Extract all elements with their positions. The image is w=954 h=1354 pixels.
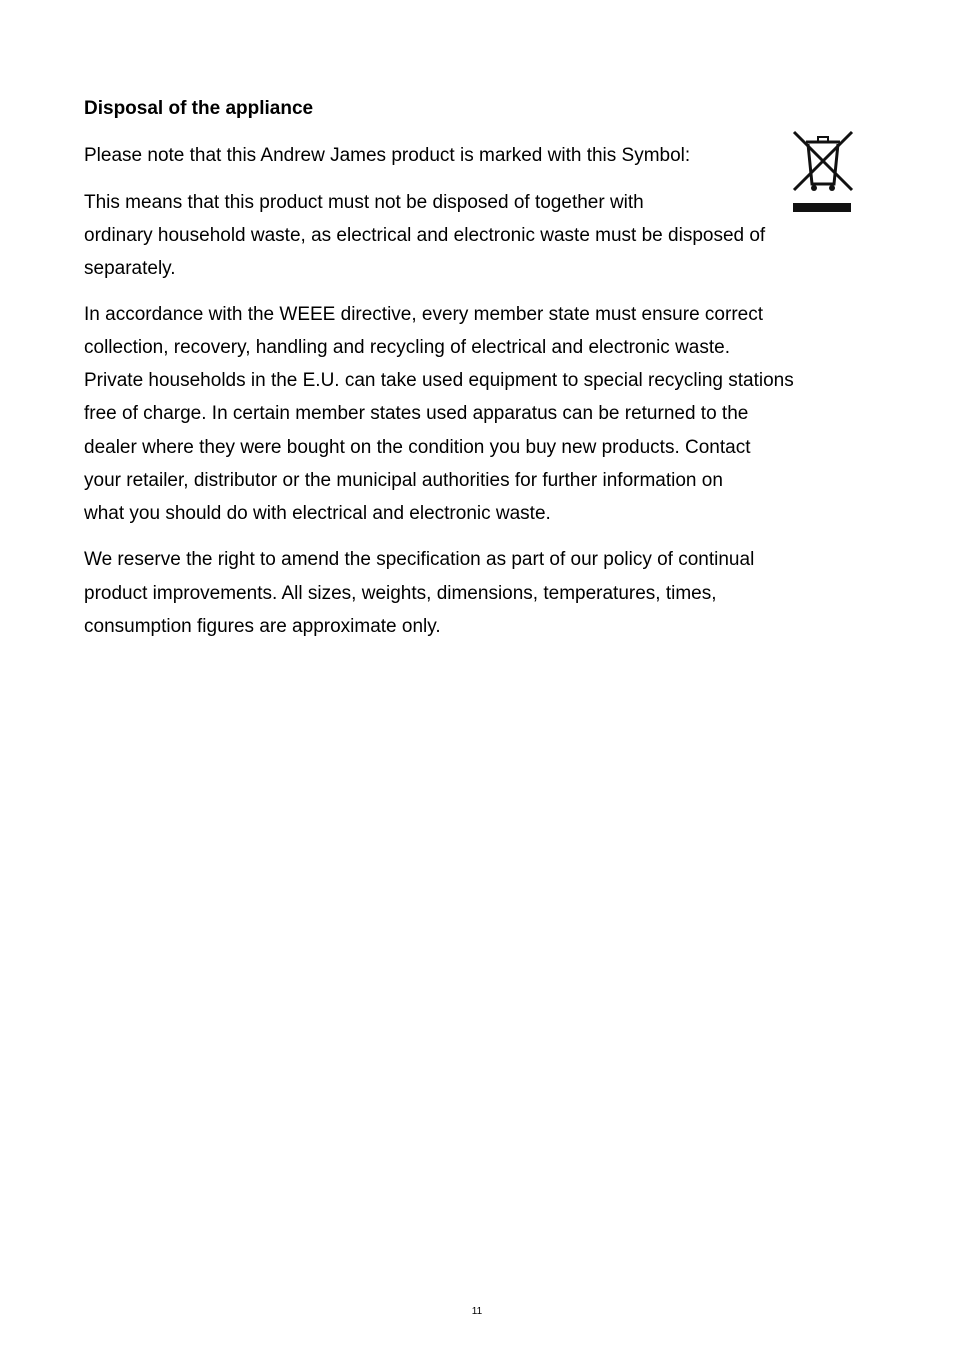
paragraph-4-line-1: We reserve the right to amend the specification as part of our policy of continual: [84, 549, 755, 570]
paragraph-3-line-3: Private households in the E.U. can take used equipment to special recycling stations: [84, 370, 794, 391]
paragraph-3-line-7: what you should do with electrical and electronic waste.: [84, 503, 551, 524]
paragraph-3-line-1: In accordance with the WEEE directive, every member state must ensure correct: [84, 304, 763, 325]
paragraph-2-line-2: ordinary household waste, as electrical and electronic waste must be disposed of: [84, 225, 766, 246]
page-number: 11: [471, 1306, 483, 1317]
paragraph-3-line-2: collection, recovery, handling and recycling of electrical and electronic waste.: [84, 337, 730, 358]
paragraph-2-line-1: This means that this product must not be disposed of together with: [84, 192, 644, 213]
paragraph-3-line-6: your retailer, distributor or the municipal authorities for further information on: [84, 470, 723, 491]
section-heading: Disposal of the appliance: [84, 98, 314, 119]
paragraph-4-line-3: consumption figures are approximate only.: [84, 616, 441, 637]
paragraph-4-line-2: product improvements. All sizes, weights, dimensions, temperatures, times,: [84, 583, 717, 604]
paragraph-3-line-4: free of charge. In certain member states used apparatus can be returned to the: [84, 403, 749, 424]
paragraph-3-line-5: dealer where they were bought on the condition you buy new products. Contact: [84, 437, 751, 458]
paragraph-2-line-3: separately.: [84, 258, 176, 279]
weee-bin-icon: [790, 128, 856, 214]
paragraph-1-line-1: Please note that this Andrew James product is marked with this Symbol:: [84, 145, 691, 166]
